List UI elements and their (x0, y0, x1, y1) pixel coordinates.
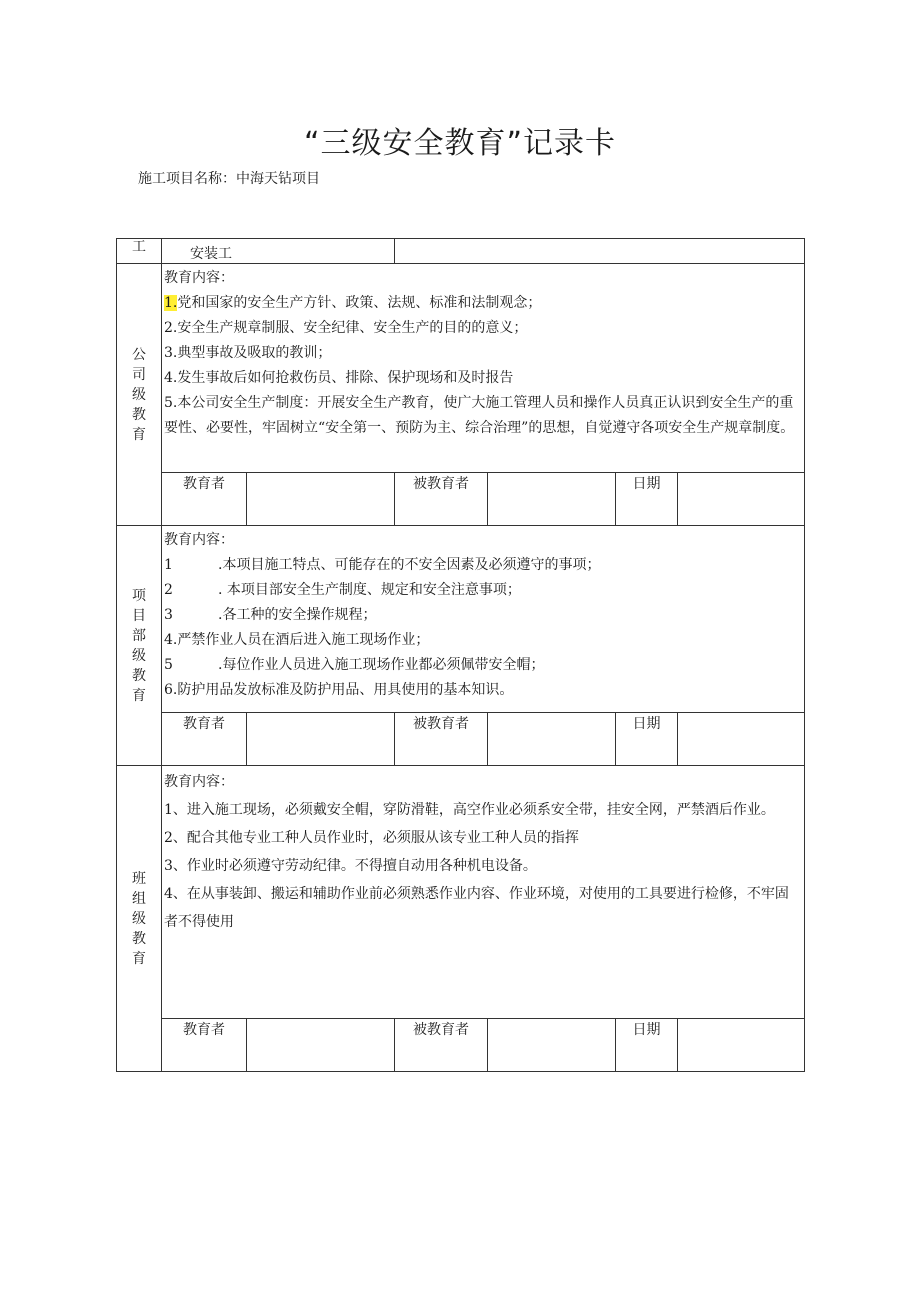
team-level-label: 班组级教育 (132, 870, 146, 967)
project-name: 中海天钻项目 (236, 171, 320, 187)
team-content-cell (162, 766, 805, 1019)
list-item: 5.本公司安全生产制度：开展安全生产教育，使广大施工管理人员和操作人员真正认识到安全生产的重要性、必要性，牢固树立“安全第一、预防为主、综合治理”的思想，自觉遵守各项安全生产规章制度。 (164, 395, 795, 436)
educated-label: 被教育者 (395, 713, 488, 766)
educator-label: 教育者 (162, 473, 247, 526)
educated-field[interactable] (488, 473, 616, 526)
list-item: 4.严禁作业人员在酒后进入施工现场作业； (164, 632, 430, 648)
list-item: 3.典型事故及吸取的教训； (164, 345, 332, 361)
company-content-cell (162, 264, 805, 473)
date-label: 日期 (616, 473, 678, 526)
worker-type-value-cell (162, 239, 395, 264)
content-heading: 教育内容： (164, 532, 234, 548)
list-item: 2 . 本项目部安全生产制度、规定和安全注意事项； (164, 582, 521, 598)
educated-field[interactable] (488, 713, 616, 766)
worker-type-value: 安装工 (190, 246, 232, 262)
worker-type-label: 工 (132, 239, 146, 255)
educator-field[interactable] (247, 1019, 395, 1072)
educator-field[interactable] (247, 473, 395, 526)
company-content-row (117, 264, 805, 473)
project-content-cell (162, 526, 805, 713)
team-content-row (117, 766, 805, 1019)
list-item: 4、在从事装卸、搬运和辅助作业前必须熟悉作业内容、作业环境，对使用的工具要进行检修，不牢固者不得使用 (164, 886, 789, 930)
header-blank-cell (395, 239, 805, 264)
educated-field[interactable] (488, 1019, 616, 1072)
project-name-line (138, 168, 320, 188)
company-level-label-cell (117, 264, 162, 526)
list-item: 1.党和国家的安全生产方针、政策、法规、标准和法制观念； (164, 295, 542, 311)
educator-label: 教育者 (162, 713, 247, 766)
date-label: 日期 (616, 1019, 678, 1072)
list-item: 4.发生事故后如何抢救伤员、排除、保护现场和及时报告 (164, 370, 514, 386)
list-item: 5 .每位作业人员进入施工现场作业都必须佩带安全帽； (164, 657, 545, 673)
project-sign-row (117, 713, 805, 766)
project-level-label: 项目部级教育 (132, 587, 146, 704)
list-item: 6.防护用品发放标准及防护用品、用具使用的基本知识。 (164, 682, 514, 698)
page-title: “三级安全教育”记录卡 (303, 126, 617, 161)
education-record-table (116, 238, 805, 1072)
project-level-label-cell (117, 526, 162, 766)
list-item: 2.安全生产规章制服、安全纪律、安全生产的目的的意义； (164, 320, 528, 336)
company-sign-row (117, 473, 805, 526)
content-heading: 教育内容： (164, 270, 234, 286)
list-item: 3 .各工种的安全操作规程； (164, 607, 377, 623)
educated-label: 被教育者 (395, 473, 488, 526)
team-level-label-cell (117, 766, 162, 1072)
worker-type-label-cell (117, 239, 162, 264)
date-field[interactable] (678, 713, 805, 766)
list-item: 3、作业时必须遵守劳动纪律。不得擅自动用各种机电设备。 (164, 858, 537, 874)
project-content-row (117, 526, 805, 713)
educator-label: 教育者 (162, 1019, 247, 1072)
list-item: 2、配合其他专业工种人员作业时，必须服从该专业工种人员的指挥 (164, 830, 579, 846)
list-item: 1 .本项目施工特点、可能存在的不安全因素及必须遵守的事项； (164, 557, 601, 573)
date-field[interactable] (678, 1019, 805, 1072)
date-field[interactable] (678, 473, 805, 526)
worker-type-row (117, 239, 805, 264)
list-item: 1、进入施工现场，必须戴安全帽，穿防滑鞋，高空作业必须系安全带，挂安全网，严禁酒后作业。 (164, 802, 775, 818)
date-label: 日期 (616, 713, 678, 766)
team-sign-row (117, 1019, 805, 1072)
educated-label: 被教育者 (395, 1019, 488, 1072)
company-level-label: 公司级教育 (132, 346, 146, 443)
educator-field[interactable] (247, 713, 395, 766)
highlighted-number: 1. (164, 295, 178, 311)
content-heading: 教育内容： (164, 774, 234, 790)
project-label: 施工项目名称： (138, 171, 236, 187)
